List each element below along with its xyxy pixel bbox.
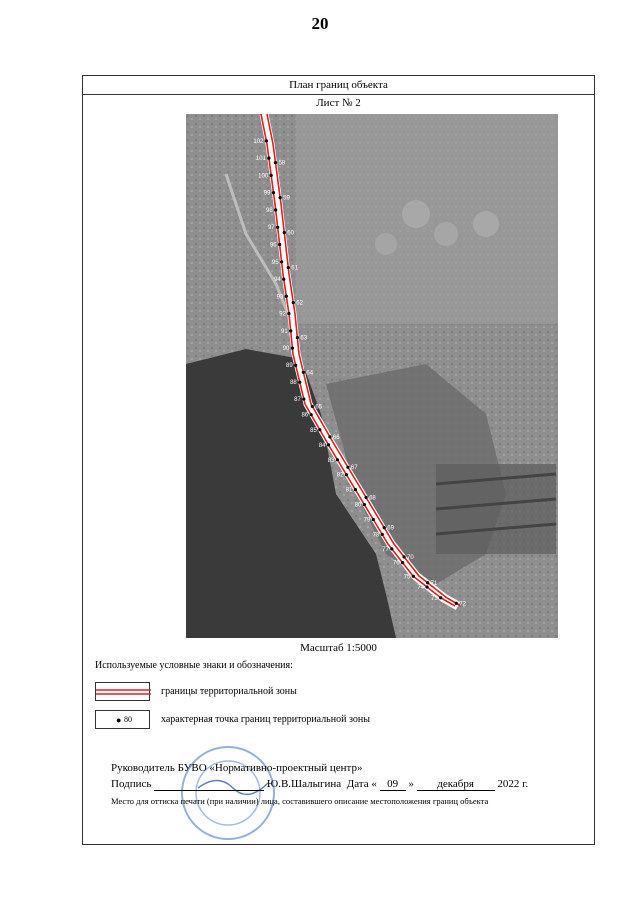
boundary-point-label: 79 [363,517,371,524]
boundary-point-marker [354,488,357,491]
boundary-point-marker [311,405,314,408]
boundary-point-marker [426,581,429,584]
boundary-point-label: 92 [279,311,286,318]
boundary-point-marker [280,260,283,263]
boundary-point-marker [292,301,295,304]
boundary-point-label: 63 [300,335,308,342]
boundary-point-label: 96 [269,242,277,249]
boundary-point-label: 58 [278,160,286,167]
boundary-point-marker [296,336,299,339]
boundary-point-label: 71 [430,580,438,587]
boundary-point-label: 68 [369,495,376,502]
boundary-point-marker [425,585,428,588]
boundary-point-marker [302,397,305,400]
boundary-point-label: 86 [301,412,309,419]
boundary-point-label: 70 [407,554,414,561]
boundary-point-label: 72 [459,601,466,608]
boundary-point-label: 74 [417,585,425,592]
boundary-point-label: 61 [291,265,298,272]
seal-stamp-icon [178,743,278,843]
boundary-point-marker [285,295,288,298]
boundary-point-marker [439,596,442,599]
boundary-point-marker [390,547,393,550]
boundary-point-marker [283,231,286,234]
boundary-point-label: 93 [276,294,284,301]
boundary-point-label: 67 [350,465,358,472]
boundary-point-label: 85 [310,427,317,434]
boundary-swatch-icon [96,683,151,702]
boundary-point-marker [274,161,277,164]
boundary-point-label: 62 [296,300,303,307]
map-svg [186,114,558,638]
boundary-point-marker [287,266,290,269]
boundary-point-marker [272,191,275,194]
legend-point-label: характерная точка границ территориальной зоны [161,714,370,725]
boundary-point-marker [363,503,366,506]
boundary-point-marker [336,458,339,461]
boundary-point-label: 80 [354,502,362,509]
boundary-point-marker [364,496,367,499]
boundary-point-label: 64 [306,370,314,377]
boundary-point-marker [294,364,297,367]
boundary-point-marker [279,196,282,199]
boundary-point-marker [289,329,292,332]
boundary-point-marker [455,602,458,605]
boundary-point-label: 101 [255,156,266,163]
legend-point-icon: ● [116,715,122,725]
boundary-point-marker [327,443,330,446]
boundary-point-label: 81 [345,487,353,494]
boundary-point-marker [345,473,348,476]
boundary-point-marker [402,555,405,558]
plan-title: План границ объекта [83,76,594,95]
boundary-point-marker [270,174,273,177]
boundary-point-marker [278,243,281,246]
boundary-point-marker [265,139,268,142]
boundary-point-marker [310,413,313,416]
boundary-point-marker [267,157,270,160]
boundary-point-label: 91 [280,328,288,335]
boundary-point-label: 102 [253,138,264,145]
boundary-point-marker [302,371,305,374]
boundary-point-label: 97 [267,225,275,232]
boundary-point-label: 99 [263,190,271,197]
date-label: Дата « [346,778,377,790]
boundary-point-label: 66 [332,434,340,441]
signer-name: Ю.В.Шалыгина [266,778,342,790]
boundary-point-label: 65 [315,404,323,411]
sign-line [111,778,528,791]
boundary-point-marker [383,526,386,529]
boundary-point-marker [401,561,404,564]
boundary-point-marker [276,226,279,229]
boundary-point-marker [328,435,331,438]
page-number: 20 [311,14,329,33]
boundary-point-label: 77 [382,546,389,553]
boundary-point-label: 94 [274,277,281,284]
boundary-point-marker [412,575,415,578]
date-day: 09 [380,778,406,791]
boundary-point-label: 59 [283,195,290,202]
stamp-note: Место для оттиска печати (при наличии) лица, составившего описание местоположения границ объекта [111,796,489,806]
boundary-point-label: 73 [431,595,438,602]
boundary-point-label: 76 [392,560,400,567]
boundary-point-label: 60 [287,230,294,237]
boundary-point-label: 82 [336,472,344,479]
sign-label: Подпись [111,778,152,790]
plan-frame [82,75,595,845]
date-month: декабря [417,778,495,791]
legend-boundary-swatch [95,682,150,701]
legend-point-swatch [95,710,150,729]
boundary-point-marker [381,533,384,536]
boundary-point-label: 87 [294,397,301,404]
boundary-point-marker [318,428,321,431]
boundary-point-label: 75 [403,574,411,581]
boundary-point-marker [291,347,294,350]
boundary-point-label: 84 [318,442,326,449]
head-line: Руководитель БУВО «Нормативно-проектный центр» [111,762,363,774]
satellite-map [186,114,558,638]
boundary-point-marker [346,466,349,469]
boundary-point-label: 95 [271,259,279,266]
scale-label: Масштаб 1:5000 [300,642,377,654]
boundary-point-marker [298,381,301,384]
boundary-point-label: 83 [327,457,335,464]
boundary-point-label: 98 [265,207,273,214]
boundary-point-label: 90 [282,346,290,353]
boundary-point-label: 89 [286,363,293,370]
legend-title: Используемые условные знаки и обозначения: [95,660,293,671]
legend-point-sample: 80 [124,715,132,724]
boundary-point-marker [282,277,285,280]
sheet-label: Лист № 2 [316,97,361,109]
signature-field [154,778,264,791]
legend-boundary-label: границы территориальной зоны [161,686,297,697]
boundary-point-label: 100 [258,173,269,180]
date-year: 2022 г. [497,778,529,790]
boundary-point-marker [287,312,290,315]
boundary-point-label: 88 [290,380,297,387]
date-quote: » [408,778,414,790]
boundary-point-marker [372,518,375,521]
boundary-point-marker [274,208,277,211]
boundary-point-label: 69 [387,525,394,532]
boundary-point-label: 78 [372,532,380,539]
